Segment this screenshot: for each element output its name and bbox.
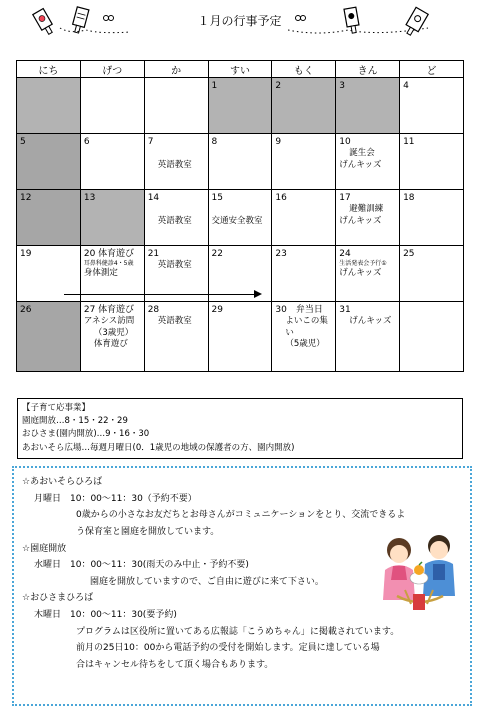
event-text: げんキッズ	[339, 159, 382, 170]
event-text: 誕生会	[349, 148, 375, 159]
calendar-week-row	[17, 78, 464, 134]
event-text: よいこの集い	[285, 316, 328, 338]
new-year-children-icon	[375, 530, 465, 614]
calendar-day-cell	[80, 134, 144, 190]
calendar-day-cell	[17, 78, 81, 134]
calendar-day-cell	[336, 190, 400, 246]
day-number: 27 体育遊び	[83, 305, 135, 315]
calendar-day-cell	[80, 190, 144, 246]
weekday-mon: げつ	[80, 61, 144, 78]
day-number: 23	[275, 249, 287, 259]
calendar-week-row	[17, 246, 464, 302]
event-text: 体育遊び	[93, 339, 128, 350]
day-number: 22	[211, 249, 223, 259]
calendar-day-cell	[17, 302, 81, 372]
day-number: 12	[20, 193, 32, 203]
weekday-sat: ど	[400, 61, 464, 78]
day-number: 7	[147, 137, 154, 147]
calendar-day-cell	[17, 134, 81, 190]
page-header	[0, 0, 479, 50]
weekday-wed: すい	[208, 61, 272, 78]
day-number: 30 弁当日	[275, 305, 323, 315]
calendar-day-cell	[272, 78, 336, 134]
calendar-week-row	[17, 134, 464, 190]
calendar-day-cell	[272, 246, 336, 302]
weekday-thu: もく	[272, 61, 336, 78]
event-text: 英語教室	[157, 215, 192, 226]
event-text: （5歳児）	[285, 339, 325, 350]
aoi-time: 月曜日 10：00～11：30（予約不要）	[34, 493, 197, 504]
day-number: 14	[147, 193, 160, 203]
calendar-day-cell	[208, 190, 272, 246]
aoi-desc: 0歳からの小さなお友だちとお母さんがコミュニケーションをとり、交流できるよ	[76, 510, 406, 521]
calendar-day-cell	[144, 190, 208, 246]
event-text	[148, 204, 205, 215]
calendar-day-cell	[17, 190, 81, 246]
weekday-sun: にち	[17, 61, 81, 78]
calendar-day-cell	[80, 78, 144, 134]
day-number: 5	[20, 137, 26, 147]
day-number: 29	[211, 305, 223, 315]
calendar-day-cell	[144, 134, 208, 190]
ohisama-title: ☆おひさまひろば	[22, 593, 94, 604]
day-number: 24	[339, 249, 351, 259]
event-text: げんキッズ	[339, 215, 382, 226]
ohisama-time: 木曜日 10：00～11：30(要予約)	[34, 610, 177, 621]
paddle-garland-right-icon	[288, 6, 448, 40]
calendar-day-cell	[400, 134, 464, 190]
event-text: 英語教室	[157, 316, 192, 327]
calendar-day-cell	[208, 302, 272, 372]
day-number: 13	[83, 193, 96, 203]
event-text: アネシス訪問	[83, 316, 135, 327]
day-number: 21	[147, 249, 160, 259]
aoi-title: ☆あおいそらひろば	[22, 477, 103, 487]
weekday-fri: きん	[336, 61, 400, 78]
day-number: 8	[211, 137, 218, 147]
day-number: 18	[403, 193, 415, 203]
page-title: １月の行事予定	[197, 14, 282, 28]
day-number: 2	[275, 81, 282, 91]
calendar-day-cell	[400, 190, 464, 246]
calendar-day-cell	[208, 78, 272, 134]
event-text: 英語教室	[157, 159, 192, 170]
calendar-day-cell	[336, 302, 400, 372]
event-text	[148, 148, 205, 159]
day-number: 16	[275, 193, 287, 203]
event-text: 耳鼻科健診4・5歳	[83, 260, 134, 268]
calendar-day-cell	[144, 302, 208, 372]
calendar-day-cell	[336, 78, 400, 134]
calendar-week-row	[17, 190, 464, 246]
calendar-day-cell	[336, 246, 400, 302]
support-line: あおいそら広場…毎週月曜日(0．1歳児の地域の保護者の方、園内開放)	[22, 442, 295, 453]
event-text	[212, 204, 269, 215]
day-number: 20 体育遊び	[83, 249, 135, 259]
event-text: 英語教室	[157, 260, 192, 271]
childcare-support-box	[17, 398, 463, 459]
weekday-tue: か	[144, 61, 208, 78]
day-number: 28	[147, 305, 160, 315]
ohisama-desc: 前月の25日10：00から電話予約の受付を開始します。定員に達している場	[76, 643, 380, 654]
calendar-week-row	[17, 302, 464, 372]
calendar-day-cell	[400, 246, 464, 302]
support-title: 【子育て応事業】	[22, 403, 91, 413]
calendar-day-cell	[208, 246, 272, 302]
day-number: 15	[211, 193, 223, 203]
calendar-day-cell	[400, 78, 464, 134]
calendar-day-cell	[272, 134, 336, 190]
day-number: 3	[339, 81, 345, 91]
day-number: 10	[339, 137, 351, 147]
calendar-day-cell	[80, 246, 144, 302]
day-number: 9	[275, 137, 282, 147]
day-number: 25	[403, 249, 415, 259]
calendar-day-cell	[208, 134, 272, 190]
calendar-day-cell	[272, 302, 336, 372]
ohisama-desc: 合はキャンセル待ちをして頂く場合もあります。	[76, 660, 274, 671]
day-number: 17	[339, 193, 351, 203]
weekday-header-row	[17, 61, 464, 78]
day-number: 4	[403, 81, 409, 91]
day-number: 6	[83, 137, 90, 147]
ohisama-desc: プログラムは区役所に置いてある広報誌「こうめちゃん」に掲載されています。	[76, 626, 400, 637]
event-text: げんキッズ	[349, 316, 392, 327]
day-number: 19	[20, 249, 32, 259]
calendar-day-cell	[144, 246, 208, 302]
support-line: 園庭開放…8・15・22・29	[22, 416, 128, 427]
garden-time: 水曜日 10：00～11：30(雨天のみ中止・予約不要)	[34, 560, 249, 571]
day-number: 1	[211, 81, 218, 91]
event-text: （3歳児）	[93, 327, 134, 338]
event-text: 身体測定	[83, 268, 118, 279]
event-text: 生活発表会予行①	[339, 260, 387, 268]
day-number: 31	[339, 305, 351, 315]
day-number: 11	[403, 137, 415, 147]
event-text: 避難訓練	[349, 204, 384, 215]
day-number: 26	[20, 305, 32, 315]
calendar-day-cell	[336, 134, 400, 190]
calendar-day-cell	[272, 190, 336, 246]
calendar-day-cell	[144, 78, 208, 134]
garden-title: ☆園庭開放	[22, 543, 67, 554]
calendar-day-cell	[17, 246, 81, 302]
event-text: 交通安全教室	[211, 215, 263, 226]
calendar-day-cell	[400, 302, 464, 372]
event-calendar	[16, 60, 464, 372]
support-line: おひさま(園内開放)…9・16・30	[22, 429, 150, 440]
calendar-day-cell	[80, 302, 144, 372]
aoi-desc: う保育室と園庭を開放しています。	[76, 526, 220, 537]
garden-desc: 園庭を開放していますので、ご自由に遊びに来て下さい。	[90, 576, 324, 587]
event-text: げんキッズ	[339, 268, 382, 279]
